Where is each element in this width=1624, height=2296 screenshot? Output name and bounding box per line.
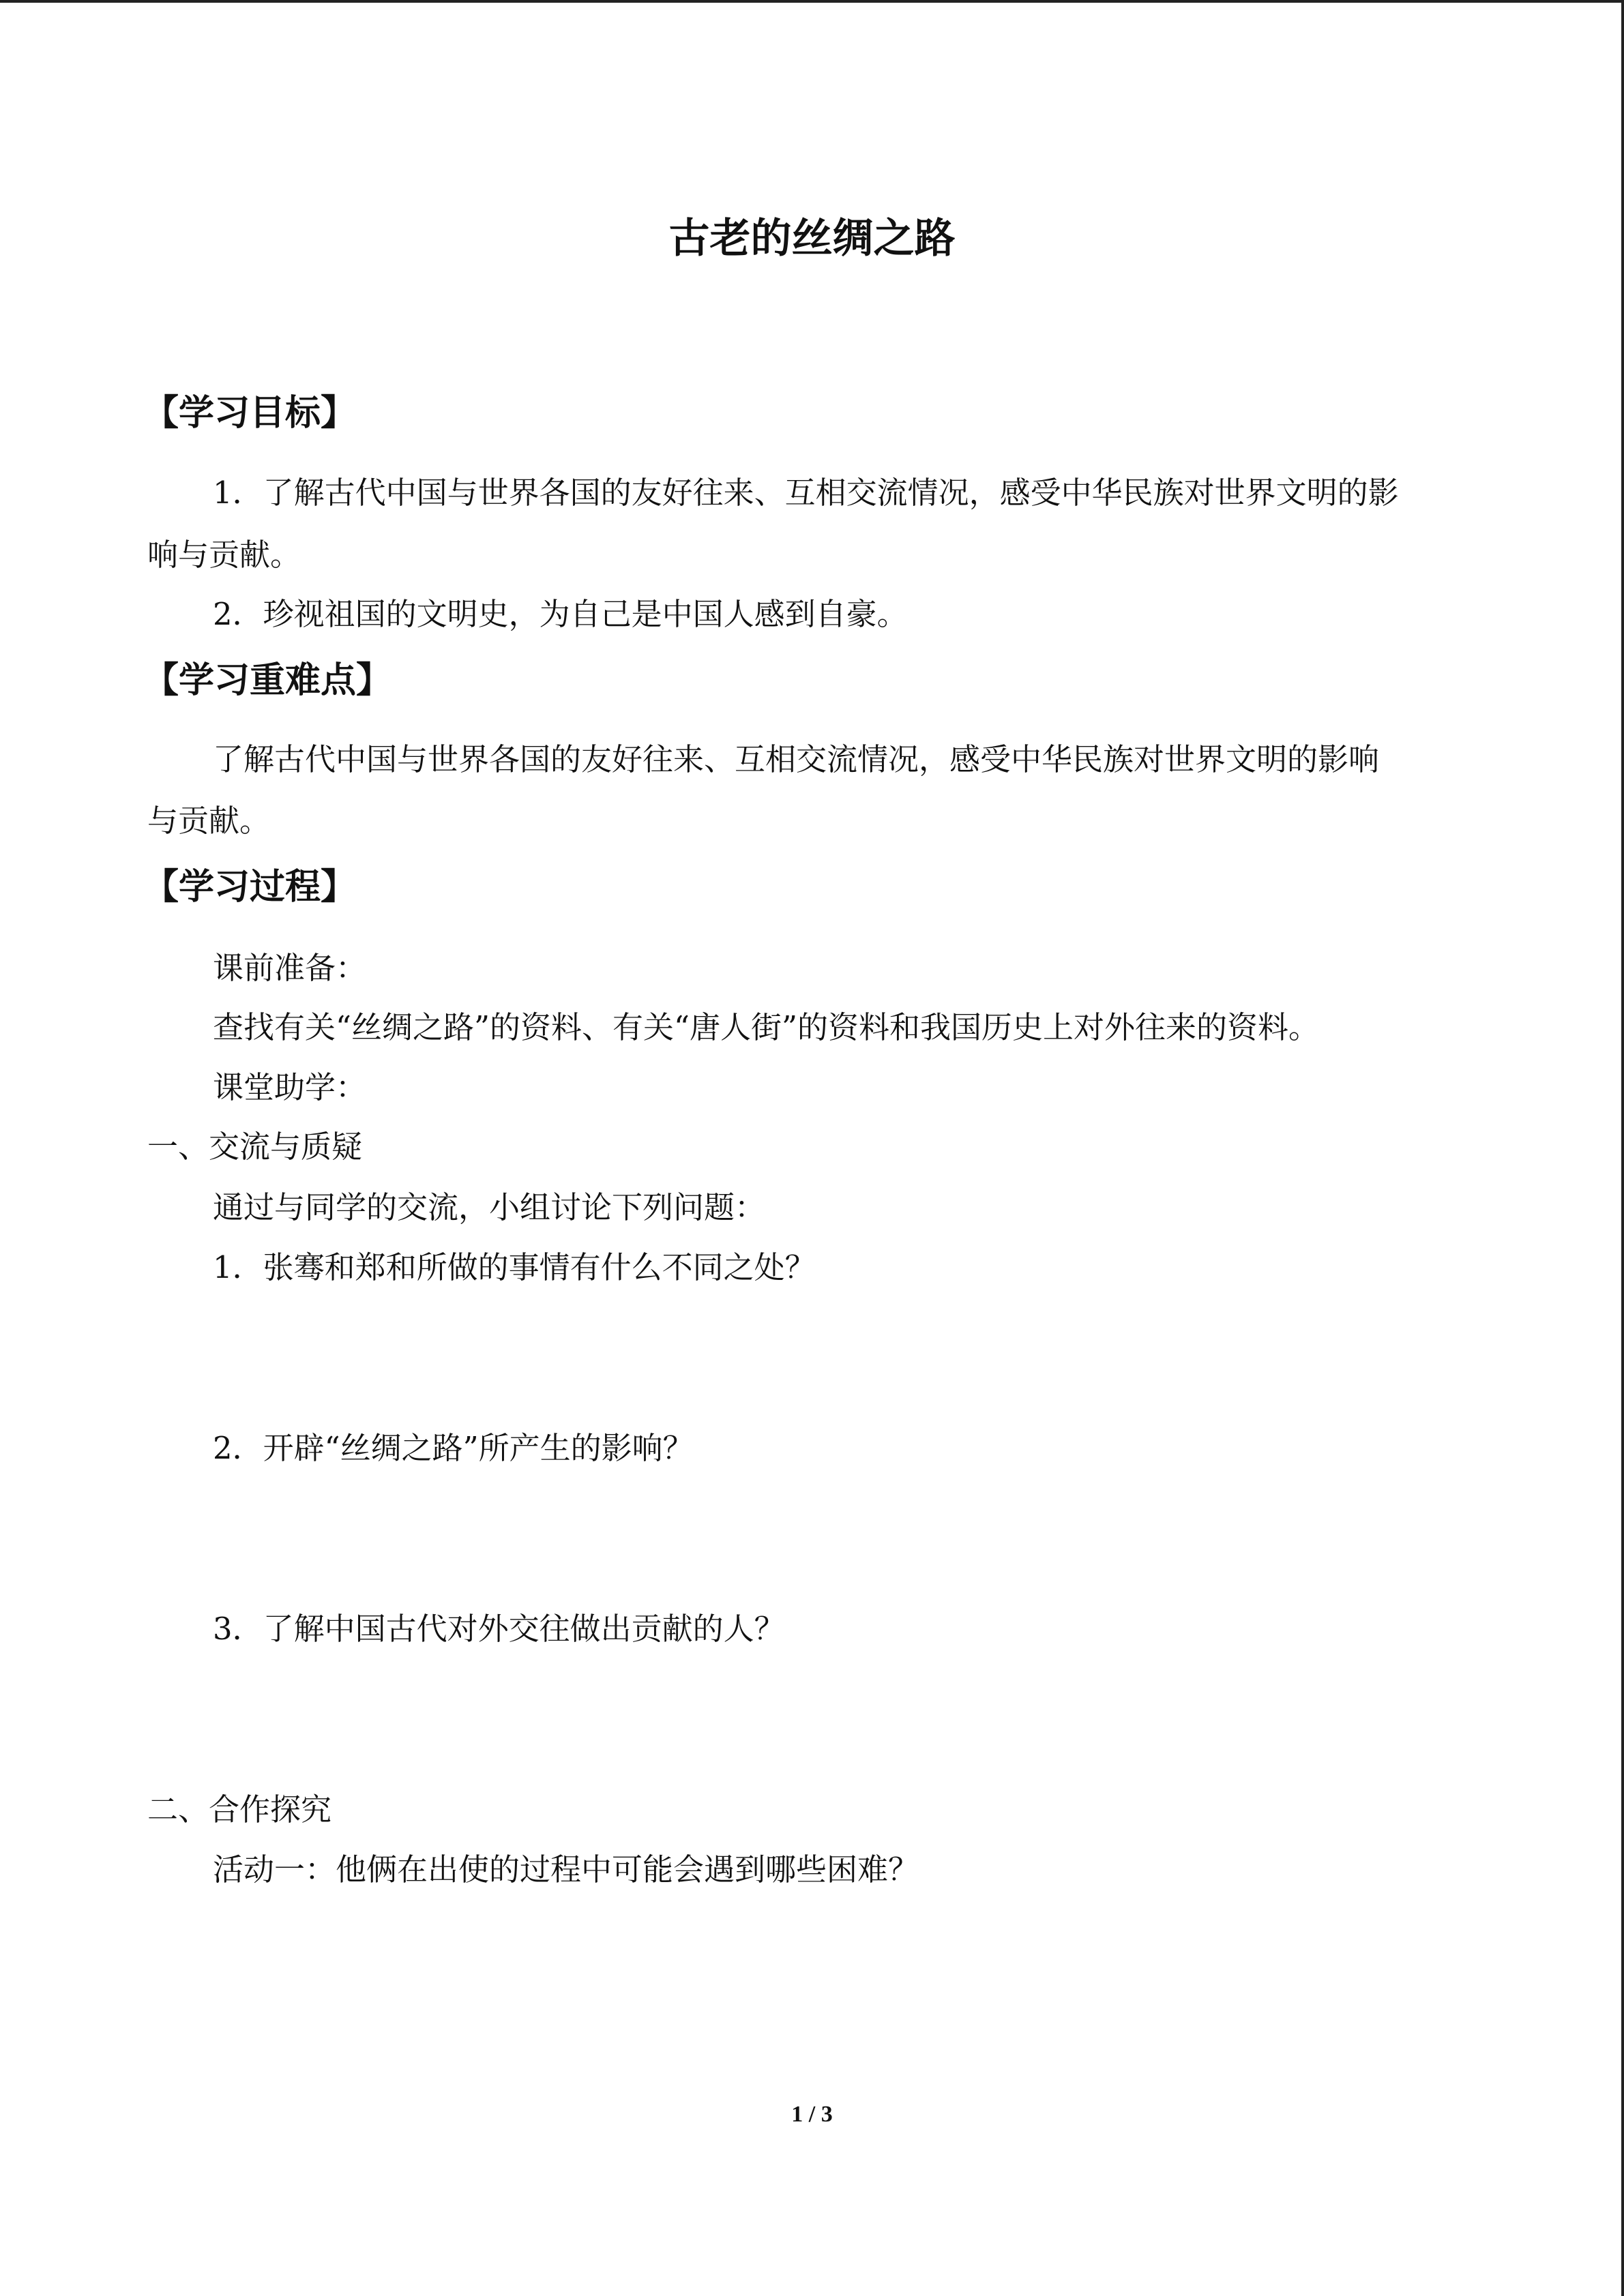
question-1: 1．张骞和郑和所做的事情有什么不同之处？ [213,1249,816,1285]
activity-1: 活动一：他俩在出使的过程中可能会遇到哪些困难？ [213,1851,919,1888]
key-points-heading: 【学习重难点】 [143,660,392,701]
prep-text: 查找有关“丝绸之路”的资料、有关“唐人街”的资料和我国历史上对外往来的资料。 [213,1009,1320,1045]
prep-label: 课前准备： [213,950,367,986]
objective-1-line-2: 响与贡献。 [147,537,301,573]
question-3: 3．了解中国古代对外交往做出贡献的人？ [213,1611,785,1647]
process-heading: 【学习过程】 [143,867,357,908]
part-1-title: 一、交流与质疑 [147,1129,363,1165]
class-label: 课堂助学： [213,1069,367,1105]
key-points-line-1: 了解古代中国与世界各国的友好往来、互相交流情况，感受中华民族对世界文明的影响 [213,741,1380,777]
objective-1-line-1: 1．了解古代中国与世界各国的友好往来、互相交流情况，感受中华民族对世界文明的影 [213,475,1399,511]
part-2-title: 二、合作探究 [147,1791,332,1828]
key-points-line-2: 与贡献。 [147,803,271,839]
document-title: 古老的丝绸之路 [668,215,956,263]
objective-2: 2．珍视祖国的文明史，为自己是中国人感到自豪。 [213,596,908,632]
part-1-intro: 通过与同学的交流，小组讨论下列问题： [213,1189,766,1225]
question-2: 2．开辟“丝绸之路”所产生的影响？ [213,1430,694,1466]
objectives-heading: 【学习目标】 [143,393,357,434]
page-number: 1 / 3 [791,2102,833,2127]
